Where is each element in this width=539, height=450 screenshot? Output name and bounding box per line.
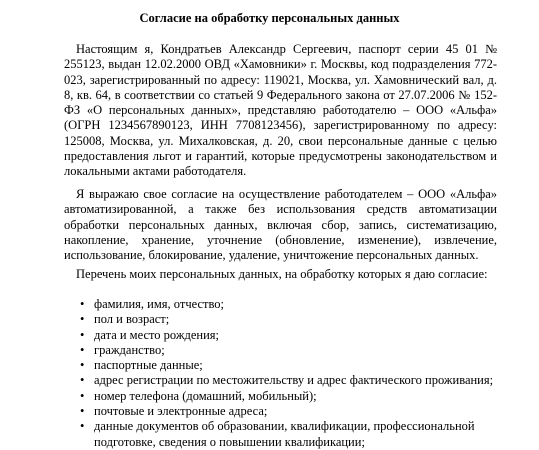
list-item-text: адрес регистрации по местожительству и адрес фактического проживания; xyxy=(94,373,494,388)
list-item-text: дата и место рождения; xyxy=(94,327,220,342)
data-list-intro: Перечень моих персональных данных, на обработку которых я даю согласие: xyxy=(76,267,488,281)
list-item-text: гражданство; xyxy=(94,342,165,357)
bullet-icon: • xyxy=(80,342,85,357)
list-item xyxy=(80,343,520,358)
document-title: Согласие на обработку персональных данных xyxy=(139,11,400,25)
list-item-text: почтовые и электронные адреса; xyxy=(94,404,268,419)
list-item xyxy=(80,373,520,388)
list-item xyxy=(80,404,520,419)
personal-data-list xyxy=(80,297,520,450)
bullet-icon: • xyxy=(80,419,85,434)
consent-paragraph-processing: Я выражаю свое согласие на осуществление работодателем – ООО «Альфа» автоматизированной, а также без использования средств автоматизации обработки персональных данных, включая сбор, запись, систематизацию, накопление, хранение, уточнение (обновление, изменение), извлечение, использование, блокирование, удаление, уничтожение персональных данных. xyxy=(64,187,497,263)
bullet-icon: • xyxy=(80,297,85,311)
bullet-icon: • xyxy=(80,358,85,373)
list-item-text: паспортные данные; xyxy=(94,358,203,373)
bullet-icon: • xyxy=(80,327,85,342)
list-item xyxy=(80,419,520,450)
list-item xyxy=(80,312,520,327)
consent-paragraph-personal-info: Настоящим я, Кондратьев Александр Сергеевич, паспорт серии 45 01 № 255123, выдан 12.02.2000 ОВД «Хамовники» г. Москвы, код подразделения 772-023, зарегистрированный по адресу: 119021, Москва, ул. Хамовнический вал, д. 8, кв. 64, в соответствии со статьей 9 Федерального закона от 27.07.2006 № 152-ФЗ «О персональных данных», представляю работодателю – ООО «Альфа» (ОГРН 1234567890123, ИНН 7708123456), зарегистрированному по адресу: 125008, Москва, ул. Михалковская, д. 20, свои персональные данные с целью предоставления льгот и гарантий, которые предусмотрены законодательством и локальными актами работодателя. xyxy=(64,42,497,179)
list-item-text: пол и возраст; xyxy=(94,312,170,327)
list-item xyxy=(80,297,520,312)
bullet-icon: • xyxy=(80,388,85,403)
bullet-icon: • xyxy=(80,404,85,419)
list-item xyxy=(80,389,520,404)
list-item xyxy=(80,358,520,373)
list-item-text: номер телефона (домашний, мобильный); xyxy=(94,388,317,403)
list-item xyxy=(80,328,520,343)
list-item-continuation: подготовке, сведения о повышении квалификации; xyxy=(94,434,365,449)
bullet-icon: • xyxy=(80,373,85,388)
list-item-text: данные документов об образовании, квалификации, профессиональной xyxy=(94,419,475,434)
list-item-text: фамилия, имя, отчество; xyxy=(94,297,225,311)
bullet-icon: • xyxy=(80,312,85,327)
